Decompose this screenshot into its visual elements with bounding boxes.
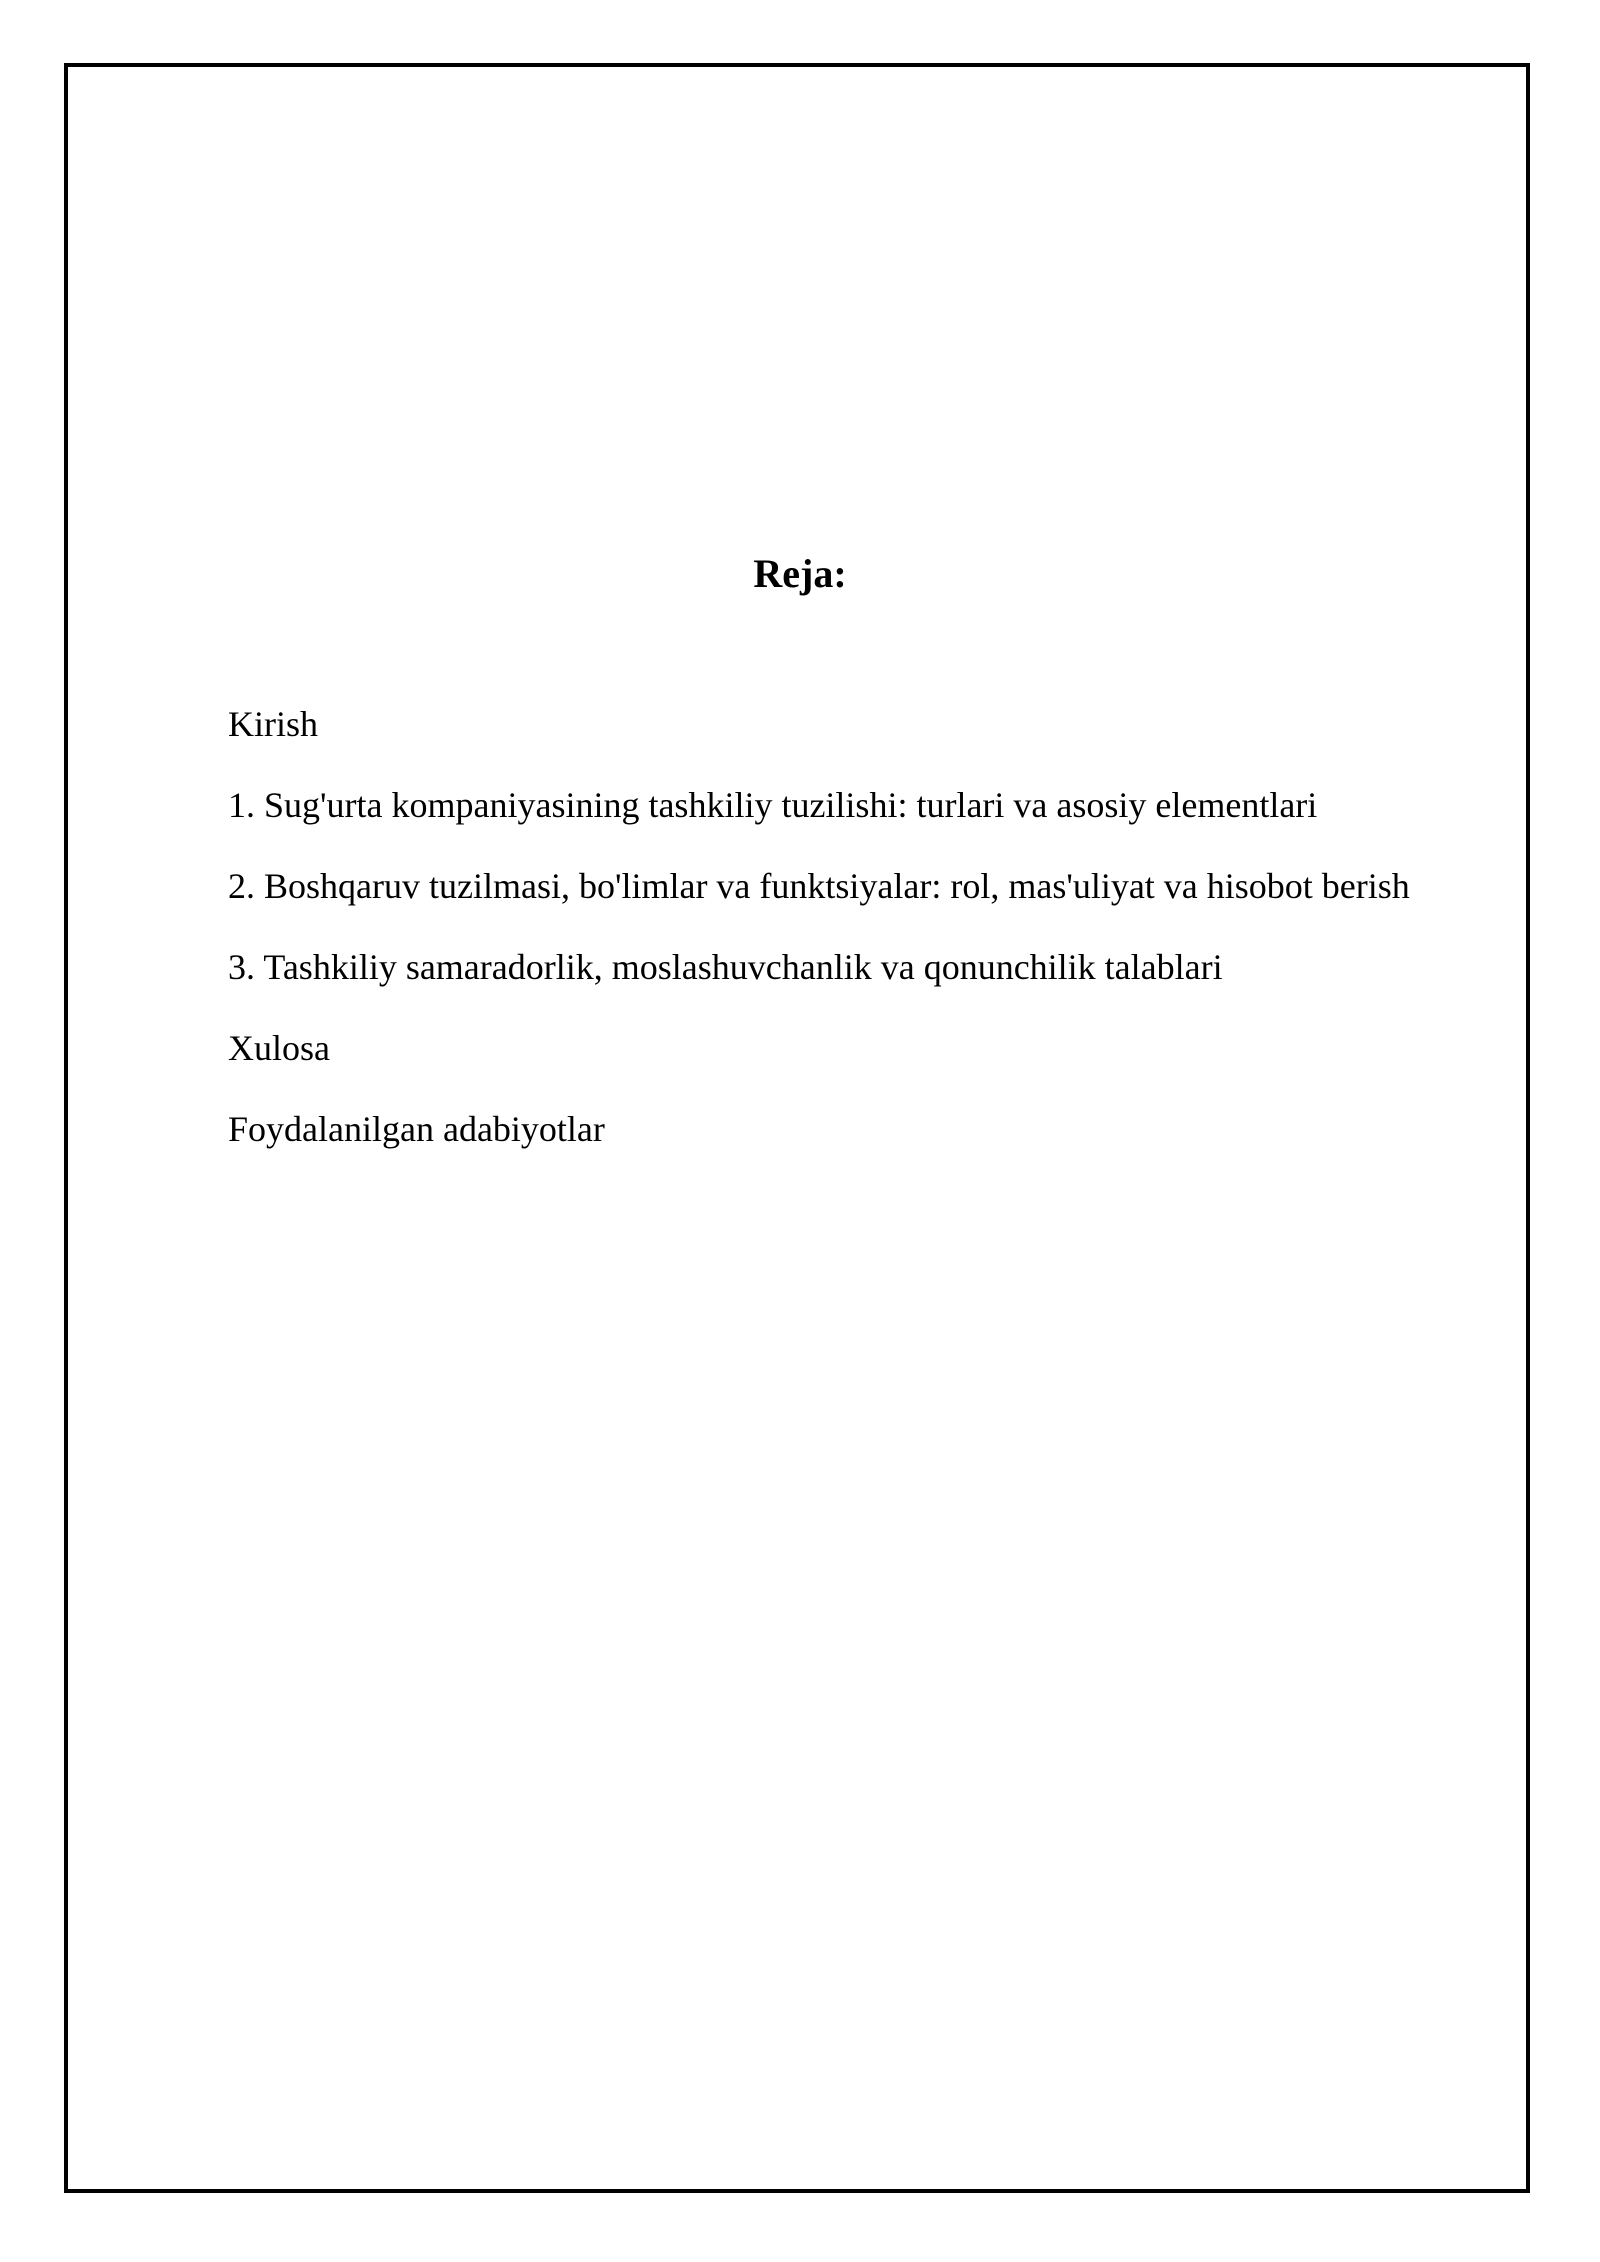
plan-item-section-1: 1. Sug'urta kompaniyasining tashkiliy tuzilishi: turlari va asosiy elementlari	[228, 785, 1318, 825]
plan-item-section-2: 2. Boshqaruv tuzilmasi, bo'limlar va funktsiyalar: rol, mas'uliyat va hisobot berish	[228, 866, 1410, 906]
plan-item-introduction: Kirish	[228, 704, 318, 744]
plan-item-conclusion: Xulosa	[228, 1028, 330, 1068]
plan-item-references: Foydalanilgan adabiyotlar	[228, 1109, 605, 1149]
plan-list	[228, 696, 1410, 1182]
plan-title: Reja:	[753, 551, 847, 596]
plan-item-section-3: 3. Tashkiliy samaradorlik, moslashuvchanlik va qonunchilik talablari	[228, 947, 1223, 987]
